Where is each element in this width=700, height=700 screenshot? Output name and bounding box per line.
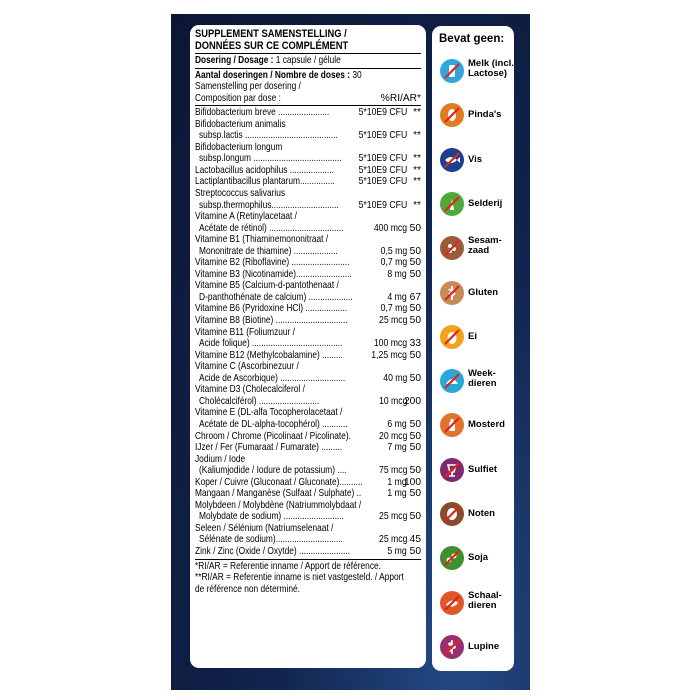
- allergen-item: [440, 236, 514, 262]
- ingredient-name: subsp.longum ......................................: [199, 153, 342, 165]
- ingredient-ri-percent: 50: [409, 488, 421, 500]
- gluten-icon: [440, 281, 464, 305]
- ingredient-name: Molybdeen / Molybdène (Natriummolybdaat /: [195, 499, 362, 511]
- crustacean-icon: [440, 591, 464, 615]
- ingredient-name: Koper / Cuivre (Gluconaat / Gluconate)..........: [195, 476, 363, 488]
- footnote-ri-not-set: **RI/AR = Referentie inname is niet vastgesteld. / Apport: [195, 572, 404, 584]
- ingredient-row: [195, 119, 421, 131]
- ingredient-row: [195, 246, 421, 258]
- ingredient-row: [195, 534, 421, 546]
- ingredient-name: Lactiplantibacillus plantarum...............: [195, 176, 335, 188]
- ingredient-name: Acide de Ascorbique) ............................: [199, 372, 346, 384]
- divider: [195, 105, 421, 106]
- composition-header-fr: Composition par dose : %RI/AR*: [195, 92, 421, 104]
- ingredient-amount: 20 mcg: [378, 430, 407, 442]
- ingredient-name: Acétate de DL-alpha-tocophérol) ...........: [199, 418, 348, 430]
- ingredient-amount: 0,7 mg: [380, 257, 407, 269]
- ingredient-ri-percent: **: [413, 176, 421, 188]
- ingredient-name: Streptococcus salivarius: [195, 188, 286, 200]
- sulphite-icon: [440, 458, 464, 482]
- sesame-icon: [440, 236, 464, 260]
- allergen-label: Noten: [468, 508, 495, 519]
- allergen-item: [440, 59, 514, 85]
- ingredient-row: [195, 176, 421, 188]
- soy-icon: [440, 546, 464, 570]
- ingredient-row: [195, 142, 421, 154]
- ingredient-name: subsp.thermophilus.............................: [199, 199, 339, 211]
- allergen-item: [440, 281, 514, 307]
- ingredient-name: Cholécalciférol) ..........................: [199, 395, 320, 407]
- ingredient-name: Seleen / Sélénium (Natriumselenaat /: [195, 522, 334, 534]
- ingredient-row: [195, 200, 421, 212]
- allergen-label: Vis: [468, 153, 483, 165]
- lupin-icon: [440, 635, 464, 659]
- ingredient-row: [195, 303, 421, 315]
- ingredient-name: Vitamine D3 (Cholecalciferol /: [195, 384, 305, 396]
- footnote-ri-not-set-cont: de référence non déterminé.: [195, 583, 300, 595]
- allergen-label: Schaal- dieren: [468, 589, 502, 611]
- peanut-icon: [440, 103, 464, 127]
- ingredient-name: Lactobacillus acidophilus ...................: [195, 164, 334, 176]
- ingredient-row: [195, 211, 421, 223]
- allergen-panel: [432, 26, 514, 671]
- ingredient-amount: 5*10E9 CFU: [358, 130, 407, 142]
- ingredient-name: Jodium / Iode: [195, 453, 246, 465]
- ingredient-amount: 1 mg: [387, 488, 407, 500]
- ingredient-name: Molybdate de sodium) ..........................: [199, 511, 344, 523]
- ingredient-name: Vitamine E (DL-alfa Tocopherolacetaat /: [195, 407, 343, 419]
- ingredient-ri-percent: 45: [409, 534, 421, 546]
- ingredient-ri-percent: 50: [409, 545, 421, 557]
- ingredient-name: Mangaan / Manganèse (Sulfaat / Sulphate) ..: [195, 488, 362, 500]
- ingredient-ri-percent: 50: [409, 257, 421, 269]
- ingredient-row: [195, 130, 421, 142]
- dosage-label: Dosering / Dosage :: [195, 55, 274, 66]
- allergen-label: Ei: [468, 330, 477, 342]
- ingredient-amount: 400 mcg: [373, 222, 407, 234]
- ingredient-ri-percent: 50: [409, 442, 421, 454]
- allergen-label: Soja: [468, 552, 489, 564]
- ingredient-ri-percent: 50: [409, 511, 421, 523]
- ingredient-amount: 5*10E9 CFU: [358, 199, 407, 211]
- ingredient-name: Vitamine B6 (Pyridoxine HCl) ..................: [195, 303, 348, 315]
- dosage-value: 1 capsule / gélule: [275, 55, 341, 66]
- ingredient-amount: 75 mcg: [378, 465, 407, 477]
- ingredient-amount: 100 mcg: [373, 338, 407, 350]
- ingredient-name: Vitamine B8 (Biotine) ...............................: [195, 315, 348, 327]
- allergen-label: Week- dieren: [468, 368, 497, 390]
- ingredient-amount: 10 mcg: [378, 395, 407, 407]
- ingredient-ri-percent: 50: [409, 465, 421, 477]
- ingredient-row: [195, 269, 421, 281]
- ingredient-row: [195, 523, 421, 535]
- allergen-item: [440, 369, 514, 395]
- ingredient-ri-percent: 50: [409, 268, 421, 280]
- fish-icon: [440, 148, 464, 172]
- ingredient-row: [195, 546, 421, 558]
- allergen-label: Sulfiet: [468, 463, 498, 475]
- allergen-item: [440, 591, 514, 617]
- ingredient-amount: 25 mcg: [378, 534, 407, 546]
- ingredient-amount: 8 mg: [387, 268, 407, 280]
- allergen-title: Bevat geen:: [439, 33, 505, 45]
- ingredient-amount: 1 mg: [387, 476, 407, 488]
- ingredient-amount: 6 mg: [387, 418, 407, 430]
- ingredient-ri-percent: 33: [409, 338, 421, 350]
- divider: [195, 559, 421, 560]
- ingredient-amount: 5*10E9 CFU: [358, 176, 407, 188]
- supplement-facts-panel: [190, 25, 426, 668]
- ingredient-name: Zink / Zinc (Oxide / Oxytde) ......................: [195, 545, 351, 557]
- ingredient-name: Vitamine B1 (Thiaminemononitraat /: [195, 234, 329, 246]
- allergen-label: Sesam- zaad: [468, 235, 502, 257]
- ingredient-name: Chroom / Chrome (Picolinaat / Picolinate).: [195, 430, 352, 442]
- allergen-item: [440, 502, 514, 528]
- ingredient-amount: 1,25 mcg: [371, 349, 407, 361]
- divider: [195, 68, 421, 69]
- allergen-item: [440, 103, 514, 129]
- ingredient-list: [195, 107, 421, 557]
- allergen-label: Gluten: [468, 286, 499, 298]
- ingredient-amount: 7 mg: [387, 442, 407, 454]
- ingredient-row: [195, 419, 421, 431]
- ingredient-name: Vitamine C (Ascorbinezuur /: [195, 361, 299, 373]
- ingredient-row: [195, 188, 421, 200]
- ingredient-name: Vitamine B2 (Riboflavine) .........................: [195, 257, 350, 269]
- doses-value: 30: [352, 69, 362, 81]
- ingredient-ri-percent: 50: [409, 418, 421, 430]
- ingredient-name: subsp.lactis ........................................: [199, 130, 338, 142]
- ingredient-amount: 5*10E9 CFU: [358, 153, 407, 165]
- mustard-icon: [440, 413, 464, 437]
- ingredient-ri-percent: 50: [409, 222, 421, 234]
- ingredient-ri-percent: 67: [409, 291, 421, 303]
- ingredient-name: Vitamine B11 (Foliumzuur /: [195, 326, 295, 338]
- ingredient-name: Acide folique) .......................................: [199, 338, 343, 350]
- ingredient-ri-percent: 50: [409, 245, 421, 257]
- panel-title-nl: SUPPLEMENT SAMENSTELLING /: [195, 28, 347, 40]
- allergen-item: [440, 192, 514, 218]
- milk-icon: [440, 59, 464, 83]
- ingredient-name: Vitamine B5 (Calcium-d-pantothenaat /: [195, 280, 339, 292]
- ingredient-row: [195, 500, 421, 512]
- ingredient-name: Vitamine A (Retinylacetaat /: [195, 211, 298, 223]
- ingredient-row: [195, 477, 421, 489]
- nuts-icon: [440, 502, 464, 526]
- ingredient-row: [195, 234, 421, 246]
- ingredient-amount: 4 mg: [387, 291, 407, 303]
- allergen-label: Mosterd: [468, 419, 505, 431]
- ingredient-row: [195, 373, 421, 385]
- ingredient-amount: 0,5 mg: [380, 245, 407, 257]
- ingredient-amount: 0,7 mg: [380, 303, 407, 315]
- ingredient-name: Acétate de rétinol) ................................: [199, 222, 344, 234]
- ingredient-row: [195, 465, 421, 477]
- ingredient-amount: 5 mg: [387, 545, 407, 557]
- ingredient-row: [195, 442, 421, 454]
- ingredient-ri-percent: **: [413, 164, 421, 176]
- doses-label: Aantal doseringen / Nombre de doses :: [195, 69, 351, 81]
- ingredient-row: [195, 280, 421, 292]
- ingredient-ri-percent: 100: [404, 476, 421, 488]
- dosage-row: [195, 55, 421, 67]
- allergen-label: Melk (incl. Lactose): [468, 58, 514, 79]
- ingredient-ri-percent: **: [413, 107, 421, 119]
- allergen-item: [440, 458, 514, 484]
- allergen-item: [440, 546, 514, 572]
- ingredient-row: [195, 153, 421, 165]
- ingredient-ri-percent: **: [413, 199, 421, 211]
- ingredient-amount: 25 mcg: [378, 315, 407, 327]
- ingredient-ri-percent: **: [413, 130, 421, 142]
- ingredient-name: Bifidobacterium longum: [195, 141, 283, 153]
- ingredient-row: [195, 384, 421, 396]
- ingredient-row: [195, 165, 421, 177]
- ingredient-name: Mononitrate de thiamine) ...................: [199, 245, 338, 257]
- ingredient-row: [195, 407, 421, 419]
- egg-icon: [440, 325, 464, 349]
- allergen-label: Pinda's: [468, 109, 502, 121]
- ingredient-row: [195, 511, 421, 523]
- panel-title-fr: DONNÉES SUR CE COMPLÉMENT: [195, 40, 349, 52]
- ingredient-row: [195, 292, 421, 304]
- ingredient-ri-percent: **: [413, 153, 421, 165]
- ingredient-row: [195, 396, 421, 408]
- allergen-item: [440, 148, 514, 174]
- ingredient-name: Bifidobacterium animalis: [195, 118, 286, 130]
- ingredient-row: [195, 338, 421, 350]
- ingredient-amount: 5*10E9 CFU: [358, 107, 407, 119]
- ingredient-row: [195, 107, 421, 119]
- ingredient-row: [195, 454, 421, 466]
- ingredient-name: Sélénate de sodium).............................: [199, 534, 343, 546]
- ingredient-name: Bifidobacterium breve ......................: [195, 107, 330, 119]
- ingredient-row: [195, 223, 421, 235]
- ingredient-name: Vitamine B12 (Methylcobalamine) .........: [195, 349, 343, 361]
- footnote-ri: *RI/AR = Referentie inname / Apport de référence.: [195, 560, 381, 572]
- ingredient-amount: 40 mg: [382, 372, 407, 384]
- ingredient-amount: 25 mcg: [378, 511, 407, 523]
- ingredient-ri-percent: 200: [404, 395, 421, 407]
- ingredient-row: [195, 361, 421, 373]
- allergen-item: [440, 413, 514, 439]
- ingredient-ri-percent: 50: [409, 315, 421, 327]
- divider: [195, 53, 421, 54]
- ingredient-row: [195, 350, 421, 362]
- doses-row: [195, 70, 421, 82]
- ingredient-ri-percent: 50: [409, 430, 421, 442]
- allergen-label: Lupine: [468, 640, 500, 652]
- composition-header-nl: Samenstelling per dosering /: [195, 81, 301, 93]
- ingredient-row: [195, 257, 421, 269]
- ingredient-row: [195, 488, 421, 500]
- ingredient-name: D-panthothénate de calcium) ...................: [199, 291, 353, 303]
- ingredient-amount: 5*10E9 CFU: [358, 164, 407, 176]
- ingredient-row: [195, 315, 421, 327]
- ingredient-name: IJzer / Fer (Fumaraat / Fumarate) .........: [195, 442, 343, 454]
- ingredient-ri-percent: 50: [409, 349, 421, 361]
- ingredient-ri-percent: 50: [409, 372, 421, 384]
- ingredient-ri-percent: 50: [409, 303, 421, 315]
- allergen-item: [440, 635, 514, 661]
- ingredient-row: [195, 327, 421, 339]
- allergen-item: [440, 325, 514, 351]
- ri-header: %RI/AR*: [380, 92, 421, 104]
- ingredient-name: (Kaliumjodide / Iodure de potassium) ....: [199, 465, 347, 477]
- ingredient-row: [195, 431, 421, 443]
- mollusc-icon: [440, 369, 464, 393]
- allergen-label: Selderij: [468, 197, 503, 209]
- ingredient-name: Vitamine B3 (Nicotinamide)........................: [195, 268, 352, 280]
- celery-icon: [440, 192, 464, 216]
